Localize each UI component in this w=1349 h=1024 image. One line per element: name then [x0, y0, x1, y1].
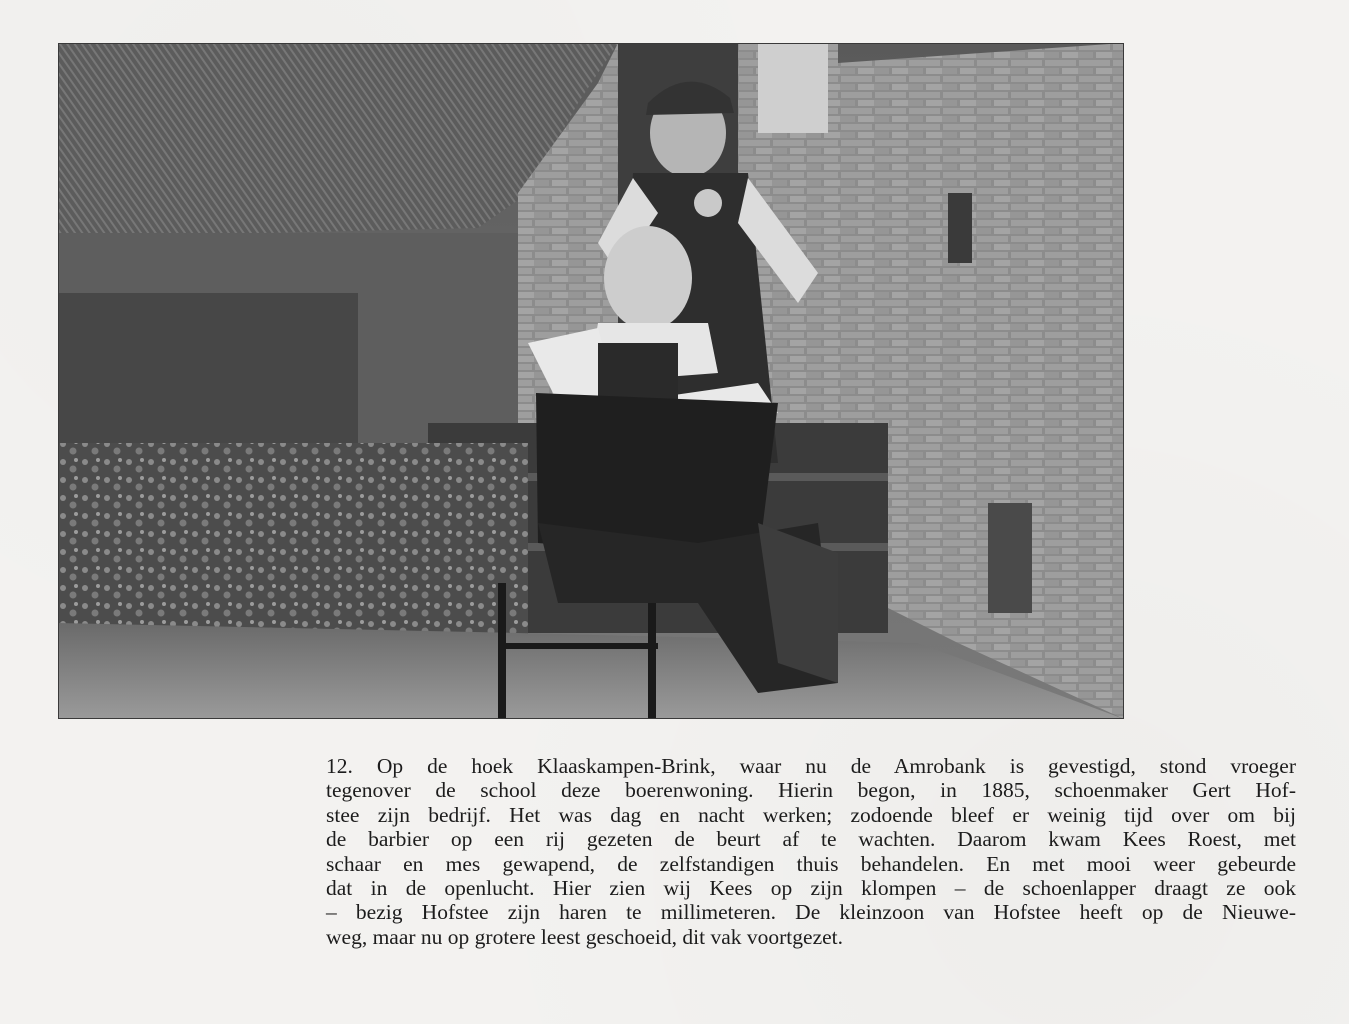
- photograph: [58, 43, 1124, 719]
- caption-line: stee zijn bedrijf. Het was dag en nacht werken; zodoende bleef er weinig tijd over om bij: [326, 802, 1296, 827]
- caption-line: – bezig Hofstee zijn haren te millimeteren. De kleinzoon van Hofstee heeft op de Nieuwe-: [326, 900, 1296, 925]
- photo-illustration: [58, 43, 1124, 719]
- caption-line: tegenover de school deze boerenwoning. Hierin begon, in 1885, schoenmaker Gert Hof-: [326, 778, 1296, 803]
- caption-line: 12. Op de hoek Klaaskampen-Brink, waar nu de Amrobank is gevestigd, stond vroeger: [326, 754, 1296, 778]
- caption-line: de barbier op een rij gezeten de beurt af te wachten. Daarom kwam Kees Roest, met: [326, 827, 1296, 852]
- photo-caption: [326, 754, 1296, 949]
- caption-line: dat in de openlucht. Hier zien wij Kees op zijn klompen – de schoenlapper draagt ze ook: [326, 876, 1296, 901]
- caption-line: weg, maar nu op grotere leest geschoeid, dit vak voortgezet.: [326, 924, 844, 949]
- caption-line: schaar en mes gewapend, de zelfstandigen thuis behandelen. En met mooi weer gebeurde: [326, 851, 1296, 876]
